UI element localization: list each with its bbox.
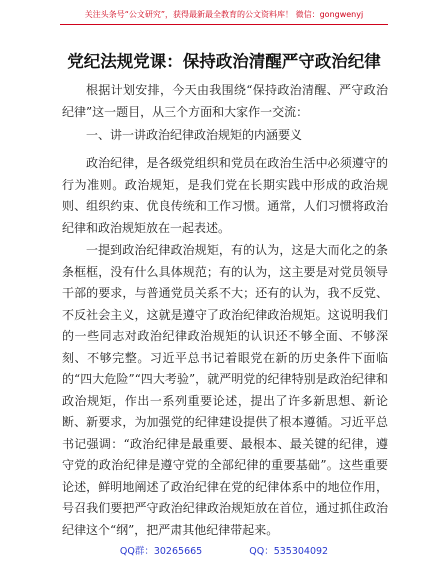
paragraph-1: 政治纪律，是各级党组织和党员在政治生活中必须遵守的行为准则。政治规矩，是我们党在长期实践中形成的政治规则、组织约束、优良传统和工作习惯。通常，人们习惯将政治纪律和政治规矩放在一起表述。 (62, 156, 388, 235)
intro-paragraph: 根据计划安排，今天由我围绕“保持政治清醒、严守政治纪律”这一题目，从三个方面和大家作一交流： (62, 83, 388, 119)
section1-block (62, 125, 388, 147)
paragraph-2: 一提到政治纪律政治规矩，有的认为，这是大而化之的条条框框，没有什么具体规范；有的认为，这主要是对党员领导干部的要求，与普通党员关系不大；还有的认为，我不反党、不反社会主义，这就是遵守了政治纪律政治规矩。这说明我们的一些同志对政治纪律政治规矩的认识还不够全面、不够深刻、不够完整。习近平总书记着眼党在新的历史条件下面临的“四大危险”“四大考验”，就严明党的纪律特别是政治纪律和政治规矩，作出一系列重要论述，提出了许多新思想、新论断、新要求，为加强党的纪律建设提供了根本遵循。习近平总书记强调：“政治纪律是最重要、最根本、最关键的纪律，遵守党的政治纪律是遵守党的全部纪律的重要基础”。这些重要论述，鲜明地阐述了政治纪律在党的纪律体系中的地位作用，号召我们要把严守政治纪律政治规矩放在首位，通过抓住政治纪律这个“纲”，把严肃其他纪律带起来。 (62, 243, 388, 537)
section1-heading: 一、讲一讲政治纪律政治规矩的内涵要义 (86, 128, 303, 142)
intro-block (62, 80, 388, 123)
header-promo-note: 关注头条号“公文研究”，获得最新最全教育的公文资料库！ 微信：gongwenyj (84, 10, 364, 19)
paragraph-1-block (62, 153, 388, 239)
footer-qq: QQ：535304092 (249, 546, 329, 557)
header-divider (60, 24, 388, 25)
footer-qq-group: QQ群：30265665 (119, 546, 203, 557)
footer-contact (0, 543, 448, 557)
document-title: 党纪法规党课：保持政治清醒严守政治纪律 (67, 52, 381, 71)
paragraph-2-block (62, 240, 388, 541)
